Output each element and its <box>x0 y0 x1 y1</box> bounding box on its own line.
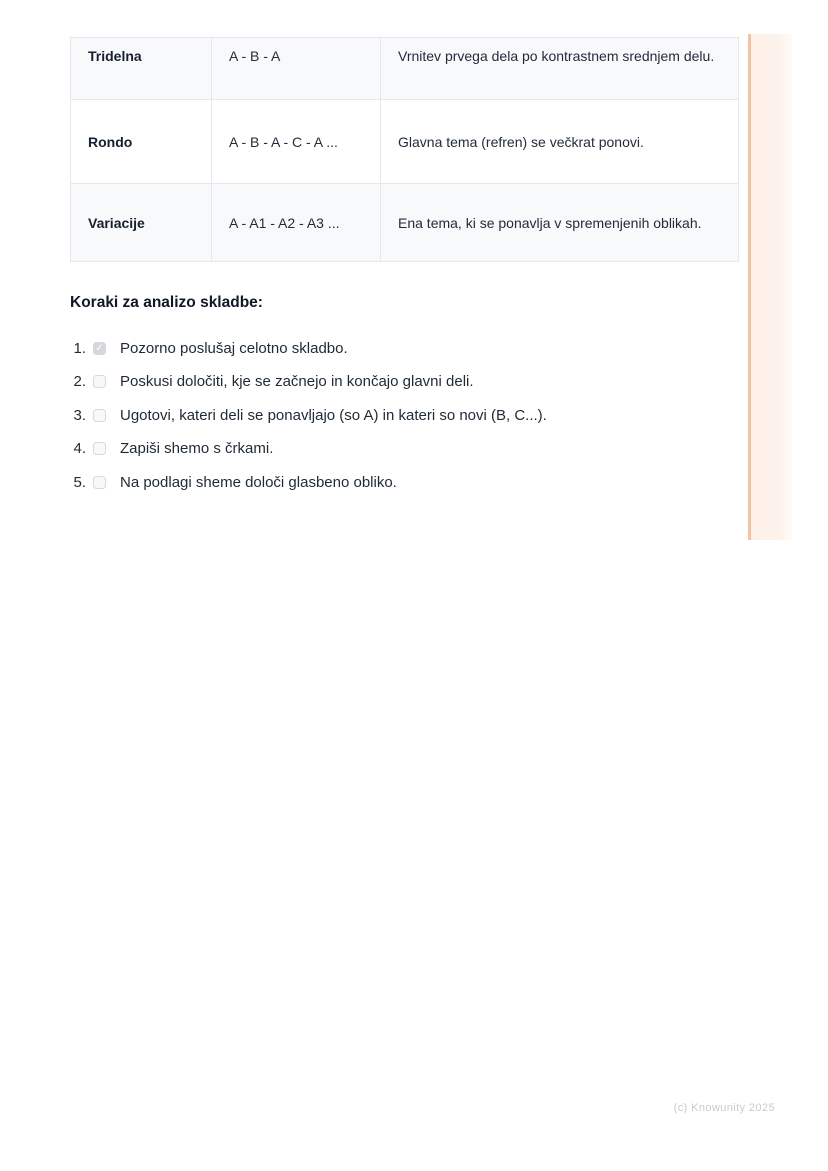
form-name-cell: Rondo <box>71 100 212 184</box>
steps-heading: Koraki za analizo skladbe: <box>70 294 263 311</box>
form-name-cell: Tridelna <box>71 38 212 100</box>
step-text: Poskusi določiti, kje se začnejo in končajo glavni deli. <box>120 373 474 390</box>
step-checkbox[interactable] <box>93 375 106 388</box>
step-checkbox[interactable] <box>93 442 106 455</box>
list-item <box>70 337 750 359</box>
form-scheme-cell: A - B - A - C - A ... <box>212 100 381 184</box>
list-item <box>70 371 750 393</box>
list-item <box>70 404 750 426</box>
form-desc-cell: Glavna tema (refren) se večkrat ponovi. <box>381 100 739 184</box>
step-number: 2. <box>73 373 86 390</box>
next-page-edge <box>748 34 792 540</box>
copyright-text: (c) Knowunity 2025 <box>673 1102 775 1114</box>
music-forms-table <box>70 37 739 262</box>
check-icon: ✓ <box>95 342 104 354</box>
step-number: 4. <box>73 440 86 457</box>
form-desc-cell: Vrnitev prvega dela po kontrastnem srednjem delu. <box>381 38 739 100</box>
step-number: 5. <box>73 473 86 491</box>
table-row <box>71 184 739 262</box>
step-number: 1. <box>73 339 86 357</box>
step-checkbox[interactable] <box>93 342 106 355</box>
form-desc-cell: Ena tema, ki se ponavlja v spremenjenih oblikah. <box>381 184 739 262</box>
step-text: Ugotovi, kateri deli se ponavljajo (so A) in kateri so novi (B, C...). <box>120 406 547 424</box>
list-item <box>70 471 750 493</box>
table-row <box>71 38 739 100</box>
table-row <box>71 100 739 184</box>
step-checkbox[interactable] <box>93 476 106 489</box>
step-text: Zapiši shemo s črkami. <box>120 440 274 457</box>
step-text: Na podlagi sheme določi glasbeno obliko. <box>120 473 397 491</box>
step-checkbox[interactable] <box>93 409 106 422</box>
list-item <box>70 438 750 460</box>
form-scheme-cell: A - B - A <box>212 38 381 100</box>
step-number: 3. <box>73 406 86 424</box>
form-name-cell: Variacije <box>71 184 212 262</box>
step-text: Pozorno poslušaj celotno skladbo. <box>120 339 348 357</box>
steps-list <box>70 337 750 505</box>
form-scheme-cell: A - A1 - A2 - A3 ... <box>212 184 381 262</box>
